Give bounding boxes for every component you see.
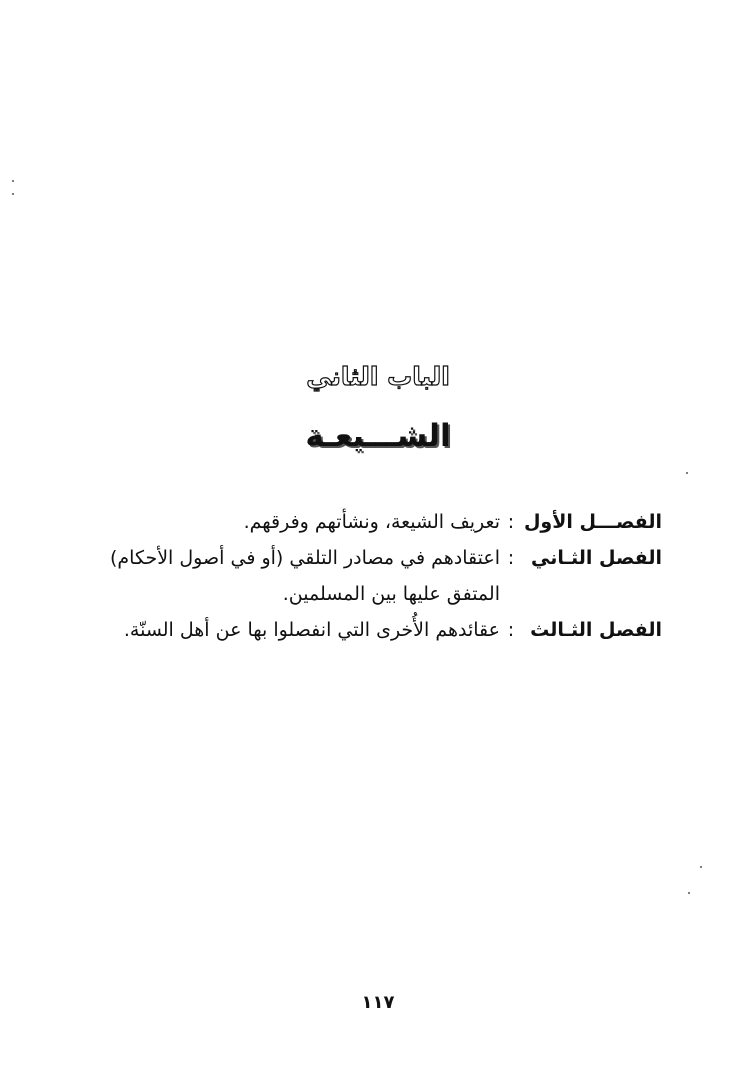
subject-title: الشـــيعـة [305, 418, 451, 454]
chapter-description: عقائدهم الأُخرى التي انفصلوا بها عن أهل السنّة. [123, 619, 500, 641]
chapter-colon: : [507, 511, 515, 533]
scan-speck [700, 866, 702, 868]
scan-speck [686, 472, 688, 474]
chapter-entry [110, 504, 662, 540]
chapter-colon: : [507, 547, 515, 569]
chapter-label: الفصل الثـاني [530, 547, 662, 569]
chapter-entry [110, 612, 662, 648]
scan-speck [12, 180, 14, 182]
part-title: الباب الثاني [306, 362, 450, 391]
chapter-colon: : [507, 619, 515, 641]
chapter-description: اعتقادهم في مصادر التلقي (أو في أصول الأحكام) المتفق عليها بين المسلمين. [110, 547, 500, 605]
scan-speck [688, 892, 690, 894]
scan-speck [12, 193, 14, 195]
chapter-label: الفصـــل الأول [523, 511, 662, 533]
chapter-description: تعريف الشيعة، ونشأتهم وفرقهم. [243, 511, 500, 533]
chapter-list [110, 504, 662, 648]
chapter-label: الفصل الثـالث [530, 619, 662, 641]
page-number: ١١٧ [361, 992, 395, 1013]
chapter-entry [110, 540, 662, 612]
